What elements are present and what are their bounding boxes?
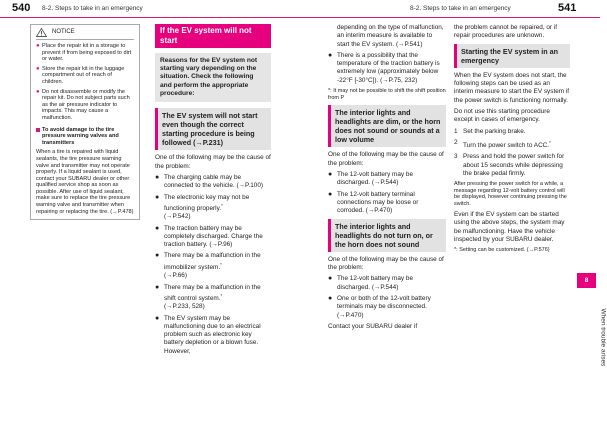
paragraph: the problem cannot be repaired, or if repair procedures are unknown. bbox=[454, 24, 558, 40]
subsection-heading: Starting the EV system in an emergency bbox=[454, 44, 570, 68]
section-title: If the EV system will not start bbox=[155, 24, 271, 48]
intro-box: Reasons for the EV system not starting vary depending on the situation. Check the following and perform the appropriate procedure: bbox=[155, 53, 271, 102]
list-item: ● The 12-volt battery may be discharged. (→P.544) bbox=[328, 171, 414, 187]
header-rule-left bbox=[0, 17, 300, 18]
list-item: ● One or both of the 12-volt battery terminals may be disconnected. (→P.470) bbox=[328, 295, 431, 319]
chapter-title-left: 8-2. Steps to take in an emergency bbox=[42, 5, 143, 12]
lights-column bbox=[328, 24, 446, 334]
footnote: *: Setting can be customized. (→P.576) bbox=[454, 247, 550, 254]
notice-column bbox=[30, 24, 140, 225]
notice-item: ● Store the repair kit in the luggage compartment out of reach of children. bbox=[36, 65, 125, 85]
paragraph: Even if the EV system can be started using the above steps, the system may be malfunctioning. Have the vehicle inspected by your SUBARU dealer. bbox=[454, 211, 565, 244]
step-item: 2 Turn the power switch to ACC.* bbox=[454, 138, 551, 149]
list-item: ● The traction battery may be completely discharged. Charge the traction battery. (→P.96) bbox=[155, 224, 263, 249]
notice-item: ● Do not disassemble or modify the repair kit. Do not subject parts such as the air pressure indicator to impacts. This may cause a malfunction. bbox=[36, 88, 130, 121]
subsection-heading: The interior lights and headlights are dim, or the horn does not sound or sounds at a low volume bbox=[328, 105, 446, 147]
chapter-title-right: 8-2. Steps to take in an emergency bbox=[410, 5, 511, 12]
notice-item: ● Place the repair kit in a storage to prevent if from being exposed to dirt or water. bbox=[36, 43, 132, 63]
notice-title: NOTICE bbox=[52, 29, 75, 36]
paragraph: Contact your SUBARU dealer if bbox=[328, 322, 418, 330]
subsection-heading: The EV system will not start even though the correct starting procedure is being followed (→P.231) bbox=[155, 108, 271, 150]
emergency-start-column bbox=[454, 24, 570, 258]
paragraph: When the EV system does not start, the following steps can be used as an interim measure to start the EV system if the power switch is functioning normally. bbox=[454, 71, 570, 104]
subsection-heading: The interior lights and headlights do not turn on, or the horn does not sound bbox=[328, 219, 446, 252]
step-item: 3 Press and hold the power switch for about 15 seconds while depressing the brake pedal firmly. bbox=[454, 153, 565, 177]
warning-triangle-icon bbox=[36, 28, 47, 37]
footnote: *: It may not be possible to shift the shift position from P bbox=[328, 88, 446, 101]
list-item: ● The EV system may be malfunctioning due to an electrical problem such as electronic key battery depletion or a blown fuse. However, bbox=[155, 314, 261, 355]
list-item: ● There may be a malfunction in the shift control system.* (→P.233, 528) bbox=[155, 283, 261, 311]
paragraph: One of the following may be the cause of the problem: bbox=[155, 154, 271, 170]
notice-subheading: To avoid damage to the tire pressure warning valves and transmitters bbox=[36, 127, 134, 147]
notice-box bbox=[30, 24, 140, 220]
small-note: After pressing the power switch for a while, a message regarding 12-volt battery control will be displayed, however continuing pressing the switch. bbox=[454, 181, 567, 207]
step-item: 1 Set the parking brake. bbox=[454, 127, 526, 135]
paragraph: depending on the type of malfunction, an interim measure is available to start the EV system. (→P.541) bbox=[337, 24, 444, 48]
list-item: ● There may be a malfunction in the immobilizer system.* (→P.66) bbox=[155, 252, 261, 280]
page-number-right: 541 bbox=[558, 2, 577, 14]
list-item: ● The 12-volt battery terminal connections may be loose or corroded. (→P.470) bbox=[328, 190, 419, 215]
paragraph: Do not use this starting procedure except in cases of emergency. bbox=[454, 107, 550, 124]
notice-body: When a tire is repaired with liquid sealants, the tire pressure warning valve and transmitter may not operate properly. If a liquid sealant is used, contact your SUBARU dealer or other qualified service shop as soon as possible. After use of liquid sealant, make sure to replace the tire pressure warning valve and transmitter when repairing or replacing the tire. (→P.478) bbox=[36, 149, 134, 215]
list-item: ● The 12-volt battery may be discharged. (→P.544) bbox=[328, 275, 414, 291]
chapter-side-label: When trouble arises bbox=[599, 308, 607, 367]
page-number-left: 540 bbox=[12, 2, 31, 14]
header-rule-right bbox=[300, 17, 600, 18]
ev-start-column bbox=[155, 24, 271, 359]
paragraph: One of the following may be the cause of the problem: bbox=[328, 151, 444, 167]
list-item: ● The electronic key may not be functioning properly.* (→P.542) bbox=[155, 193, 250, 221]
list-item: ● The charging cable may be connected to the vehicle. (→P.100) bbox=[155, 173, 263, 190]
chapter-tab[interactable]: 8 bbox=[577, 273, 596, 288]
list-item: ● There is a possibility that the temperature of the traction battery is extremely low (approximately below -22°F [-30°C]). (→P.75, 232) bbox=[328, 51, 440, 84]
paragraph: One of the following may be the cause of the problem: bbox=[328, 255, 444, 272]
notice-header bbox=[36, 28, 134, 40]
